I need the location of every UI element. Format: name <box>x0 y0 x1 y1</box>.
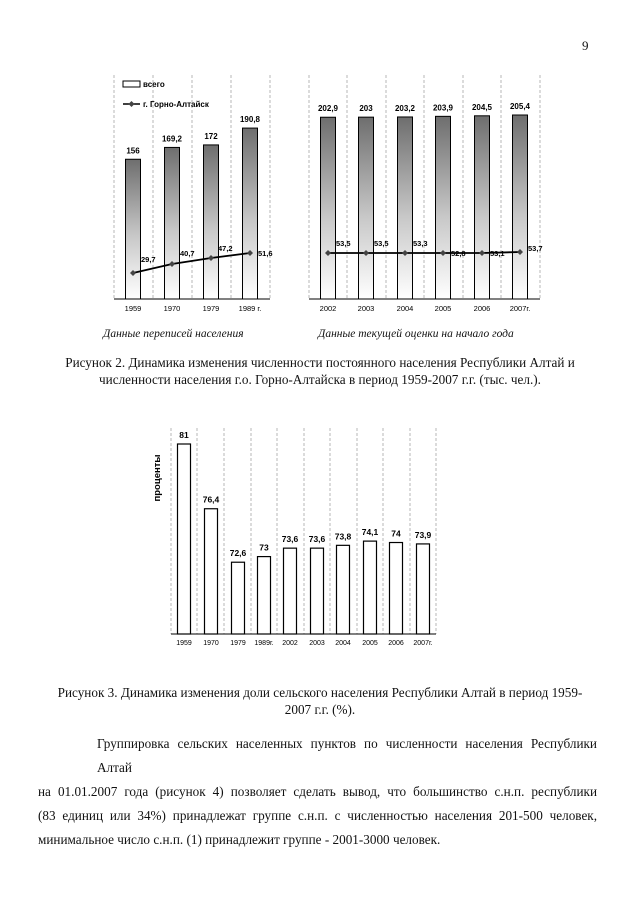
legend-bar-swatch <box>123 81 140 87</box>
bar <box>311 548 324 634</box>
figure-3-chart <box>0 420 640 660</box>
line-value-label: 47,2 <box>218 244 233 253</box>
bar-value-label: 73,6 <box>281 534 299 545</box>
category-label: 2007г. <box>509 304 531 313</box>
line-value-label: 51,6 <box>258 249 273 258</box>
bar-value-label: 81 <box>179 430 189 440</box>
bar-value-label: 205,4 <box>509 102 531 111</box>
category-label: 2003 <box>357 304 375 313</box>
legend-line-label: г. Горно-Алтайск <box>143 100 209 109</box>
figure-2-caption-line1: Рисунок 2. Динамика изменения численности постоянного населения Республики Алтай и <box>65 355 575 370</box>
bar <box>417 544 430 634</box>
bar-value-label: 73,9 <box>414 529 432 540</box>
bar <box>436 116 451 299</box>
category-label: 1989 г. <box>238 304 262 313</box>
figure-2-caption-line2: численности населения г.о. Горно-Алтайска в период 1959-2007 г.г. (тыс. чел.). <box>99 372 541 387</box>
paragraph-line: (83 единиц или 34%) принадлежат группе с.н.п. с численностью населения 201-500 человек, <box>38 808 597 823</box>
line-value-label: 53,5 <box>336 239 351 248</box>
bar-value-label: 156 <box>126 146 140 156</box>
bar-value-label: 74,1 <box>361 527 379 538</box>
figure-2-chart <box>0 0 640 320</box>
line-value-label: 52,8 <box>451 249 466 258</box>
legend-line-marker <box>129 101 135 107</box>
category-label: 2007г. <box>413 640 433 647</box>
note-estimates: Данные текущей оценки на начало года <box>318 328 514 340</box>
bar <box>398 117 413 299</box>
y-axis-label: проценты <box>152 454 163 502</box>
page-number: 9 <box>582 38 589 53</box>
category-label: 1979 <box>230 640 246 647</box>
bar <box>205 509 218 634</box>
category-label: 1989г. <box>254 640 274 647</box>
bar-value-label: 204,5 <box>471 102 493 112</box>
category-label: 2004 <box>396 304 414 313</box>
category-label: 1970 <box>163 304 181 313</box>
bar <box>364 541 377 634</box>
category-label: 2006 <box>473 304 491 313</box>
category-label: 2004 <box>335 640 351 647</box>
bar-value-label: 190,8 <box>239 115 261 125</box>
figure-2-caption <box>40 354 600 388</box>
legend-bar-label: всего <box>143 80 165 89</box>
figure-3-caption-line1: Рисунок 3. Динамика изменения доли сельского населения Республики Алтай в период 1959- <box>57 685 583 700</box>
bar-value-label: 73,6 <box>308 534 326 545</box>
bar-value-label: 73 <box>259 542 269 553</box>
paragraph-line: на 01.01.2007 года (рисунок 4) позволяет сделать вывод, что большинство с.н.п. республики <box>38 784 597 799</box>
body-paragraph <box>38 732 597 852</box>
bar-value-label: 172 <box>204 131 218 141</box>
category-label: 2002 <box>319 304 337 313</box>
category-label: 2006 <box>388 640 404 647</box>
bar <box>126 159 141 299</box>
bar <box>337 545 350 634</box>
category-label: 2003 <box>309 640 325 647</box>
bar <box>204 145 219 299</box>
bar-value-label: 73,8 <box>334 531 352 542</box>
category-label: 1979 <box>202 304 220 313</box>
line-value-label: 53,3 <box>413 239 428 248</box>
bar <box>513 115 528 299</box>
bar-value-label: 76,4 <box>202 494 220 505</box>
category-label: 2002 <box>282 640 298 647</box>
paragraph-line: минимальное число с.н.п. (1) принадлежит группе - 2001-3000 человек. <box>38 832 441 847</box>
bar <box>475 116 490 299</box>
bar-value-label: 203,9 <box>432 103 454 113</box>
line-value-label: 53,5 <box>374 239 389 248</box>
note-census: Данные переписей населения <box>103 328 244 340</box>
category-label: 1959 <box>124 304 142 313</box>
bar-value-label: 169,2 <box>161 134 183 144</box>
category-label: 2005 <box>362 640 378 647</box>
category-label: 1970 <box>203 640 219 647</box>
paragraph-line: Группировка сельских населенных пунктов по численности населения Республики Алтай <box>97 736 597 775</box>
bar <box>232 562 245 634</box>
bar <box>321 117 336 299</box>
bar <box>284 548 297 634</box>
bar <box>178 444 191 634</box>
figure-3-caption <box>40 684 600 718</box>
category-label: 1959 <box>176 640 192 647</box>
bar <box>359 117 374 299</box>
line-value-label: 40,7 <box>180 249 195 258</box>
bar-value-label: 72,6 <box>229 548 247 559</box>
line-value-label: 53,7 <box>528 244 543 253</box>
bar <box>243 128 258 299</box>
bar-value-label: 203,2 <box>394 103 416 113</box>
bar <box>390 543 403 634</box>
line-value-label: 29,7 <box>141 255 156 264</box>
category-label: 2005 <box>434 304 452 313</box>
bar <box>258 557 271 634</box>
bar-value-label: 203 <box>359 104 373 114</box>
bar-value-label: 74 <box>391 528 401 539</box>
line-value-label: 53,1 <box>490 249 505 258</box>
figure-3-caption-line2: 2007 г.г. (%). <box>284 702 356 717</box>
bar <box>165 147 180 299</box>
bar-value-label: 202,9 <box>317 104 339 114</box>
